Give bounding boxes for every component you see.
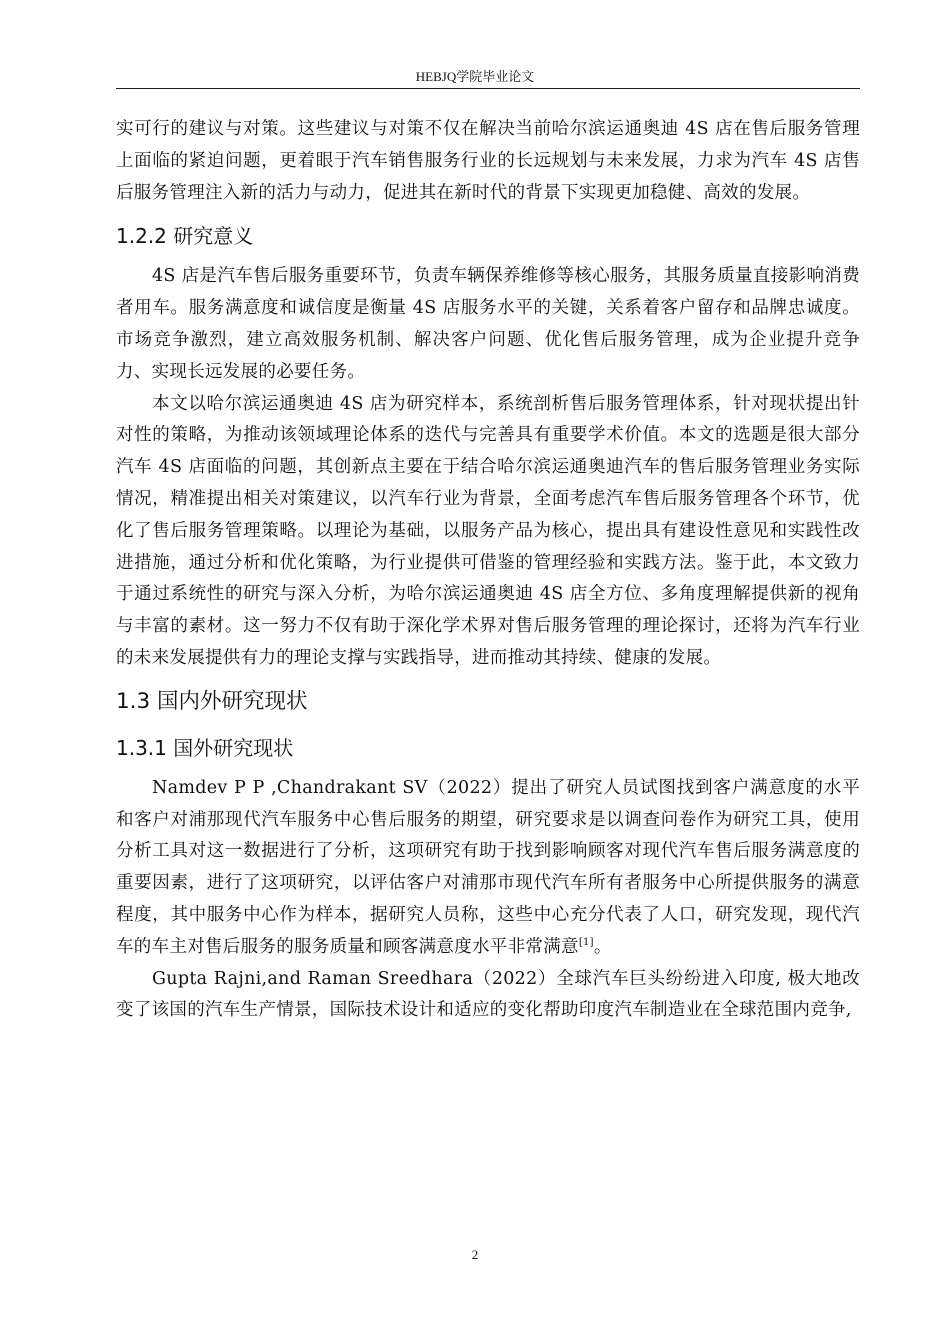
header-divider (116, 88, 860, 89)
section-heading-1-2-2: 1.2.2 研究意义 (116, 224, 254, 249)
citation-ref: [1] (578, 936, 594, 948)
main-content (116, 114, 860, 1027)
section-heading-1-3: 1.3 国内外研究现状 (116, 688, 308, 714)
paragraph-foreign-research-1 (116, 773, 860, 964)
paragraph-end-mark: 。 (593, 936, 612, 957)
page-number: 2 (471, 1247, 479, 1262)
paragraph-foreign-research-2: Gupta Rajni,and Raman Sreedhara（2022）全球汽车巨头纷纷进入印度, 极大地改变了该国的汽车生产情景，国际技术设计和适应的变化帮助印度汽车制造业在全球范围内竞争, (116, 968, 860, 1021)
paragraph-significance-1: 4S 店是汽车售后服务重要环节，负责车辆保养维修等核心服务，其服务质量直接影响消费者用车。服务满意度和诚信度是衡量 4S 店服务水平的关键，关系着客户留存和品牌忠诚度。市场竞争激烈，建立高效服务机制、解决客户问题、优化售后服务管理，成为企业提升竞争力、实现长远发展的必要任务。 (116, 266, 860, 382)
paragraph-continuation: 实可行的建议与对策。这些建议与对策不仅在解决当前哈尔滨运通奥迪 4S 店在售后服务管理上面临的紧迫问题，更着眼于汽车销售服务行业的长远规划与未来发展，力求为汽车 4S 店售后服务管理注入新的活力与动力，促进其在新时代的背景下实现更加稳健、高效的发展。 (116, 119, 860, 203)
paragraph-text: Namdev P P ,Chandrakant SV（2022）提出了研究人员试图找到客户满意度的水平和客户对浦那现代汽车服务中心售后服务的期望，研究要求是以调查问卷作为研究工具，使用分析工具对这一数据进行了分析，这项研究有助于找到影响顾客对现代汽车售后服务满意度的重要因素，进行了这项研究，以评估客户对浦那市现代汽车所有者服务中心所提供服务的满意程度，其中服务中心作为样本，据研究人员称，这些中心充分代表了人口，研究发现，现代汽车的车主对售后服务的服务质量和顾客满意度水平非常满意 (116, 777, 860, 957)
section-heading-1-3-1: 1.3.1 国外研究现状 (116, 735, 294, 760)
paragraph-significance-2: 本文以哈尔滨运通奥迪 4S 店为研究样本，系统剖析售后服务管理体系，针对现状提出针对性的策略，为推动该领域理论体系的迭代与完善具有重要学术价值。本文的选题是很大部分汽车 4S 店面临的问题，其创新点主要在于结合哈尔滨运通奥迪汽车的售后服务管理业务实际情况，精准提出相关对策建议，以汽车行业为背景，全面考虑汽车售后服务管理各个环节，优化了售后服务管理策略。以理论为基础，以服务产品为核心，提出具有建设性意见和实践性改进措施，通过分析和优化策略，为行业提供可借鉴的管理经验和实践方法。鉴于此，本文致力于通过系统性的研究与深入分析，为哈尔滨运通奥迪 4S 店全方位、多角度理解提供新的视角与丰富的素材。这一努力不仅有助于深化学术界对售后服务管理的理论探讨，还将为汽车行业的未来发展提供有力的理论支撑与实践指导，进而推动其持续、健康的发展。 (116, 393, 860, 668)
running-header: HEBJQ学院毕业论文 (415, 69, 535, 84)
